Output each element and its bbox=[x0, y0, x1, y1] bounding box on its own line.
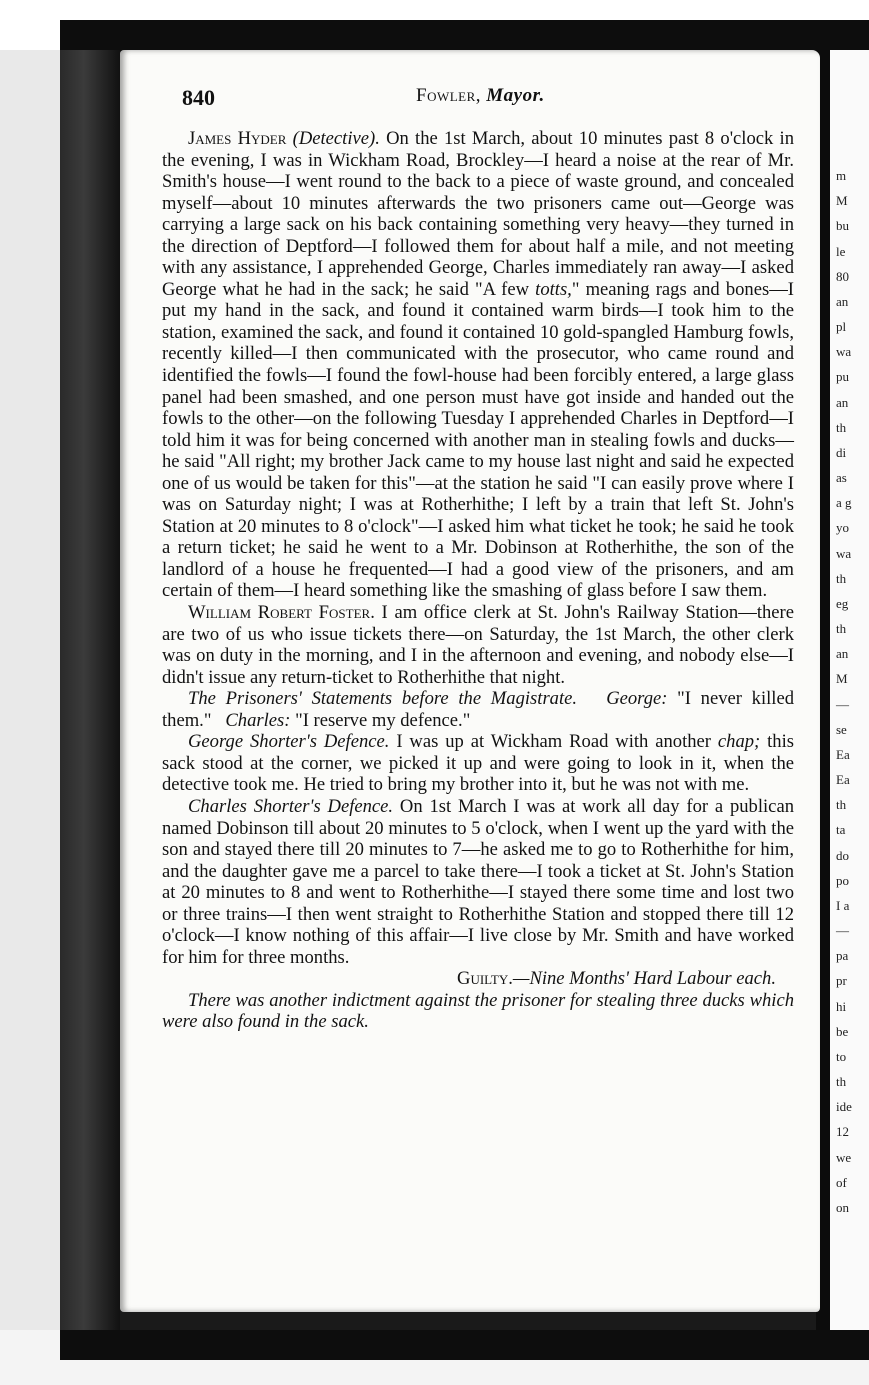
section-heading: The Prisoners' Statements before the Magistrate. bbox=[188, 688, 578, 710]
speaker-label: George: bbox=[606, 688, 668, 710]
facing-page-fragment: an bbox=[836, 646, 849, 661]
facing-page-fragment: yo bbox=[836, 520, 849, 535]
defence-emphasis: chap; bbox=[717, 731, 761, 753]
facing-page-fragment: M bbox=[836, 671, 848, 686]
section-heading: Charles Shorter's Defence. bbox=[188, 795, 394, 817]
facing-page-fragment: Ea bbox=[836, 747, 850, 762]
testimony-emphasis: totts, bbox=[535, 278, 572, 300]
facing-page-fragment: pu bbox=[836, 369, 849, 384]
facing-page-fragment: of bbox=[836, 1175, 847, 1190]
scan-top-shadow bbox=[60, 20, 869, 52]
facing-page-fragment: th bbox=[836, 571, 847, 586]
facing-page-fragment: se bbox=[836, 722, 847, 737]
facing-page-fragment: ide bbox=[836, 1099, 852, 1114]
facing-page-edge bbox=[830, 50, 869, 1330]
verdict-label: Guilty. bbox=[457, 968, 513, 990]
verdict-sentence: —Nine Months' Hard Labour each. bbox=[512, 968, 776, 990]
facing-page-fragment: le bbox=[836, 244, 846, 259]
paragraph-prisoners-statements bbox=[162, 688, 794, 731]
facing-page-fragment: th bbox=[836, 797, 847, 812]
facing-page-fragment: I a bbox=[836, 898, 850, 913]
statement-text: "I reserve my defence." bbox=[290, 709, 471, 731]
defence-text: On 1st March I was at work all day for a publican named Dobinson till about 20 minutes to 5 o'clock, when I went up the yard with the son and stayed there till 20 minutes to 7—he asked me to go to Rotherhithe for him, and the daughter gave me a parcel to take there—I took a ticket at St. John's Station at 20 minutes to 8 and went to Rotherhithe—I stayed there some time and lost two or three trains—I then went straight to Rotherhithe Station and stopped there till 12 o'clock—I know nothing of this affair—I live close by Mr. Smith and have worked for him for three months. bbox=[162, 795, 794, 968]
testimony-text: " meaning rags and bones—I put my hand in the sack, and found it contained warm birds—I took him to the station, examined the sack, and found it contained 10 gold-spangled Hamburg fowls, recently killed—I then communicated with the prosecutor, who came round and identified the fowls—I found the fowl-house had been forcibly entered, a large glass panel had been smashed, and one person must have got inside and handed out the fowls to the other—on the following Tuesday I apprehended Charles in Deptford—I told him it was for being concerned with another man in stealing fowls and ducks—he said "All right; my brother Jack came to my house last night and said he expected one of us would be taken for this"—at the station he said "I can easily prove where I was on Saturday night; I was at Rotherhithe; I left by a train that left St. John's Station at 20 minutes to 8 o'clock"—I asked him what ticket he took; he said he took a return ticket; he said he went to a Mr. Dobinson at Rotherhithe, the son of the landlord of a house he frequented—I had a good view of the prisoners, and am certain of them—I heard something like the smashing of glass before I saw them. bbox=[162, 278, 794, 602]
verdict bbox=[162, 968, 794, 990]
closing-note: There was another indictment against the prisoner for stealing three ducks which were also found in the sack. bbox=[162, 989, 794, 1033]
facing-page-fragment: do bbox=[836, 848, 849, 863]
running-head bbox=[416, 85, 545, 107]
facing-page-fragment: hi bbox=[836, 999, 847, 1014]
running-head-name: Fowler, bbox=[416, 85, 482, 106]
facing-page-fragment: 12 bbox=[836, 1124, 849, 1139]
paragraph-george-defence bbox=[162, 731, 794, 796]
book-page bbox=[120, 50, 820, 1312]
scan-bottom-margin bbox=[0, 1330, 869, 1385]
defence-text: I was up at Wickham Road with another bbox=[389, 731, 718, 753]
speaker-label: Charles: bbox=[225, 709, 291, 731]
facing-page-fragment: m bbox=[836, 168, 847, 183]
facing-page-fragment: to bbox=[836, 1049, 847, 1064]
paragraph-charles-defence bbox=[162, 796, 794, 968]
facing-page-fragment: pr bbox=[836, 973, 847, 988]
facing-page-fragment: — bbox=[836, 697, 849, 712]
scan-left-margin bbox=[0, 50, 60, 1330]
paragraph-hyder-testimony bbox=[162, 128, 794, 602]
facing-page-fragment: th bbox=[836, 1074, 847, 1089]
running-head-title: Mayor. bbox=[486, 85, 545, 106]
facing-page-fragment: di bbox=[836, 445, 847, 460]
facing-page-fragment: wa bbox=[836, 344, 852, 359]
testimony-text: On the 1st March, about 10 minutes past 8 o'clock in the evening, I was in Wickham Road, Brockley—I heard a noise at the rear of Mr. Smith's house—I went round to the back to a piece of waste ground, and concealed myself—about 10 minutes afterwards the two prisoners came out—George was carrying a large sack on his back containing something very heavy—they turned in the direction of Deptford—I followed them for about half a mile, and not meeting with any assistance, I apprehended George, Charles immediately ran away—I asked George what he had in the sack; he said "A few bbox=[162, 128, 794, 300]
facing-page-fragment: eg bbox=[836, 596, 849, 611]
facing-page-fragment: Ea bbox=[836, 772, 850, 787]
facing-page-fragment: a g bbox=[836, 495, 852, 510]
facing-page-fragment: th bbox=[836, 621, 847, 636]
facing-page-fragment: be bbox=[836, 1024, 849, 1039]
testimony-text: I am office clerk at St. John's Railway Station—there are two of us who issue tickets there—on Saturday, the 1st March, the other clerk was on duty in the morning, and I in the afternoon and evening, and nobody else—I didn't issue any return-ticket to Rotherhithe that night. bbox=[162, 602, 794, 688]
statement-text: "I never killed them." bbox=[162, 688, 794, 731]
page-number: 840 bbox=[182, 85, 215, 110]
facing-page-fragment: pl bbox=[836, 319, 847, 334]
facing-page-fragment: po bbox=[836, 873, 849, 888]
facing-page-fragment: as bbox=[836, 470, 847, 485]
defence-text: this sack stood at the corner, we picked it up and were going to look in it, when the detective took me. He tried to bring my brother into it, but he was not with me. bbox=[162, 731, 794, 796]
facing-page-fragment: M bbox=[836, 193, 848, 208]
paragraph-foster-testimony bbox=[162, 602, 794, 688]
facing-page-fragment: ta bbox=[836, 822, 846, 837]
witness-name: William Robert Foster. bbox=[188, 602, 375, 624]
facing-page-fragment: th bbox=[836, 420, 847, 435]
facing-page-fragment: on bbox=[836, 1200, 849, 1215]
facing-page-fragment: — bbox=[836, 923, 849, 938]
section-heading: George Shorter's Defence. bbox=[188, 731, 390, 753]
facing-page-fragment: bu bbox=[836, 218, 849, 233]
facing-page-fragment: wa bbox=[836, 546, 852, 561]
facing-page-fragment: pa bbox=[836, 948, 849, 963]
body-text bbox=[162, 128, 794, 1033]
book-spine-shadow bbox=[60, 50, 120, 1330]
facing-page-fragment: we bbox=[836, 1150, 852, 1165]
witness-role: (Detective). bbox=[292, 128, 380, 149]
scan-bottom-shadow bbox=[60, 1330, 869, 1360]
facing-page-fragment: an bbox=[836, 294, 849, 309]
facing-page-fragment: 80 bbox=[836, 269, 849, 284]
facing-page-fragment: an bbox=[836, 395, 849, 410]
scan-top-margin bbox=[0, 0, 869, 50]
witness-name: James Hyder bbox=[188, 128, 287, 149]
